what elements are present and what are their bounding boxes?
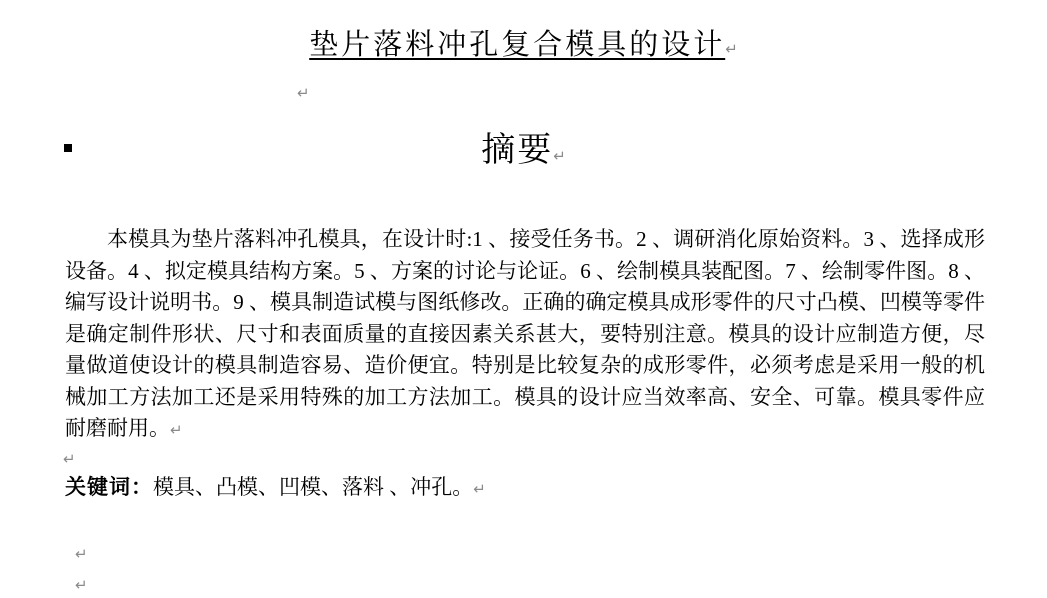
abstract-body-paragraph: [65, 224, 985, 447]
keywords-line: [65, 471, 486, 501]
paragraph-mark-icon: ↵: [75, 545, 88, 563]
document-title: 垫片落料冲孔复合模具的设计: [309, 29, 726, 61]
paragraph-mark-icon: ↵: [297, 84, 310, 102]
document-title-line: [0, 22, 1047, 63]
paragraph-mark-icon: ↵: [473, 480, 486, 498]
paragraph-mark-icon: ↵: [725, 40, 738, 58]
paragraph-mark-icon: ↵: [75, 576, 88, 594]
keywords-label: 关键词：: [65, 476, 153, 499]
keywords-value: 模具、凸模、凹模、落料 、冲孔。: [153, 475, 474, 499]
paragraph-mark-icon: ↵: [170, 421, 183, 439]
abstract-heading-line: [0, 122, 1047, 171]
paragraph-mark-icon: ↵: [553, 147, 566, 165]
abstract-heading: 摘要: [481, 132, 554, 169]
paragraph-mark-icon: ↵: [63, 450, 76, 468]
abstract-body-text: 本模具为垫片落料冲孔模具，在设计时:1 、接受任务书。2 、调研消化原始资料。3 、选择成形设备。4 、拟定模具结构方案。5 、方案的讨论与论证。6 、绘制模具装配图。7 、绘制零件图。8 、编写设计说明书。9 、模具制造试模与图纸修改。正确的确定模具成形零件的尺寸凸模、凹模等零件是确定制件形状、尺寸和表面质量的直接因素关系甚大，要特别注意。模具的设计应制造方便，尽量做道使设计的模具制造容易、造价便宜。特别是比较复杂的成形零件，必须考虑是采用一般的机械加工方法加工还是采用特殊的加工方法加工。模具的设计应当效率高、安全、可靠。模具零件应耐磨耐用。: [65, 227, 985, 440]
